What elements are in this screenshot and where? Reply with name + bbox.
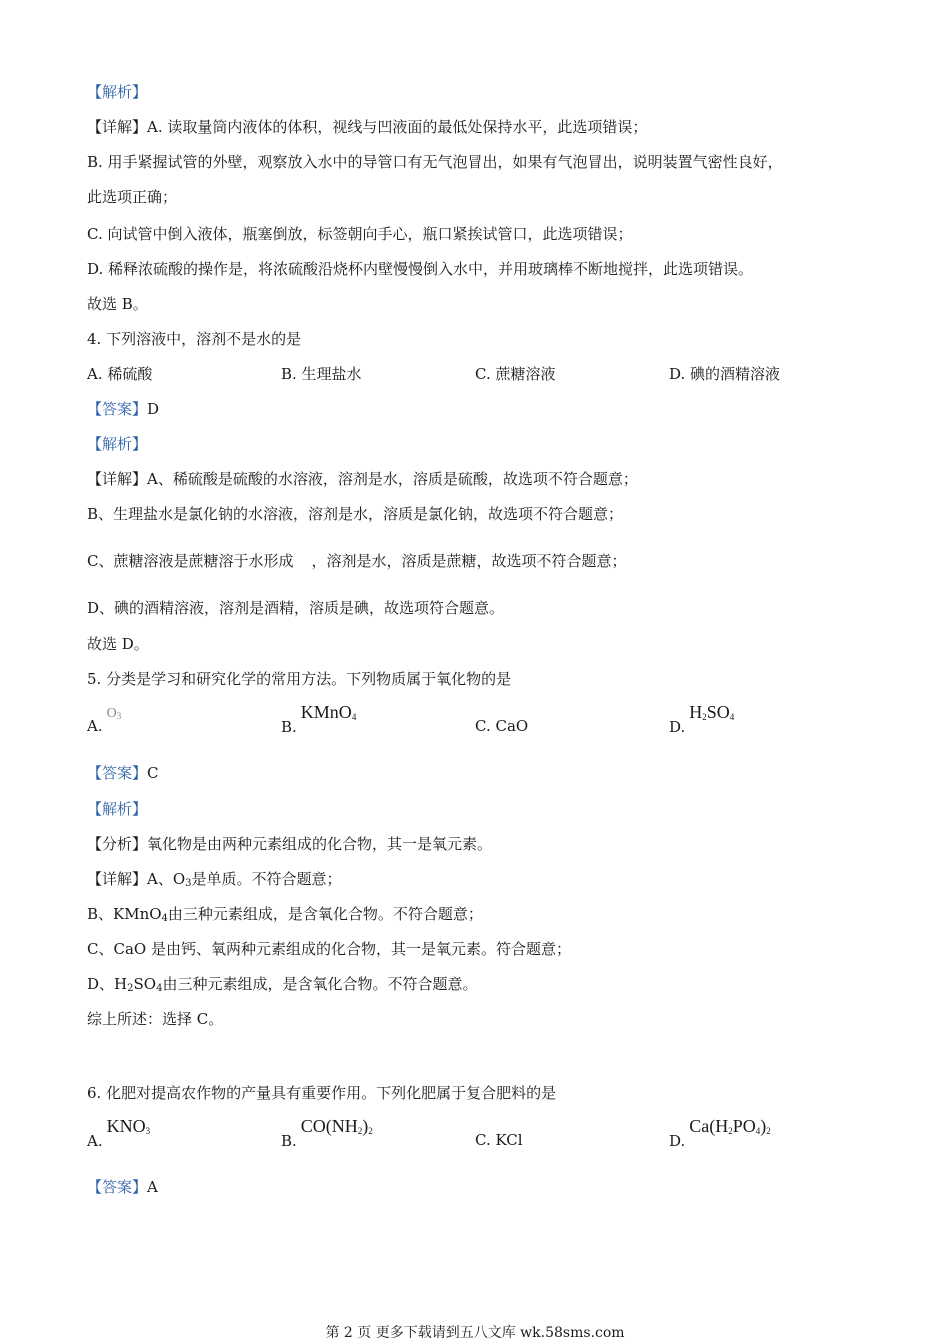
q4-analysis-heading: 【解析】 [87, 435, 148, 453]
q5-option-d [669, 702, 735, 741]
question-4: 4. 下列溶液中，溶剂不是水的是 [87, 330, 302, 348]
q4-answer [87, 399, 159, 419]
detail-line-b-cont: 此选项正确； [87, 188, 178, 206]
q5-detail-c: C、CaO 是由钙、氧两种元素组成的化合物，其一是氧元素。符合题意； [87, 940, 571, 958]
conclusion: 故选 B。 [87, 295, 148, 313]
option-letter: D. [669, 1132, 686, 1150]
analysis-heading: 【解析】 [87, 83, 148, 101]
detail-line-d: D. 稀释浓硫酸的操作是，将浓硫酸沿烧杯内壁慢慢倒入水中，并用玻璃棒不断地搅拌，此选项错误。 [87, 260, 754, 278]
answer-value: C [147, 764, 159, 782]
detail-label: 【详解】 [87, 870, 148, 888]
q4-detail-d: D、碘的酒精溶液，溶剂是酒精，溶质是碘，故选项符合题意。 [87, 599, 505, 617]
q6-option-a [87, 1116, 151, 1155]
question-5: 5. 分类是学习和研究化学的常用方法。下列物质属于氧化物的是 [87, 670, 512, 688]
detail-text-part2: ，溶剂是水，溶质是蔗糖，故选项不符合题意； [311, 552, 627, 570]
option-letter: A. [87, 1132, 103, 1150]
q4-option-c: C. 蔗糖溶液 [475, 365, 556, 383]
formula-urea: $CO(NH_2)_2$ [300, 1116, 373, 1136]
option-letter: A. [87, 717, 103, 735]
detail-text: A. 读取量筒内液体的体积，视线与凹液面的最低处保持水平，此选项错误； [147, 118, 648, 136]
q4-option-d: D. 碘的酒精溶液 [669, 365, 781, 383]
detail-line-b: B. 用手紧握试管的外壁，观察放入水中的导管口有无气泡冒出，如果有气泡冒出，说明装置气密性良好， [87, 153, 783, 171]
detail-label: 【详解】 [87, 470, 148, 488]
detail-paragraph [87, 117, 647, 137]
formula-kno3: $KNO_3$ [106, 1116, 151, 1136]
q6-option-d [669, 1116, 771, 1155]
detail-text: A、稀硫酸是硫酸的水溶液，溶剂是水，溶质是硫酸，故选项不符合题意； [147, 470, 638, 488]
formula-calcium-phosphate: $Ca(H_2PO_4)_2$ [689, 1116, 771, 1136]
option-letter: D. [669, 718, 686, 736]
q4-detail-b: B、生理盐水是氯化钠的水溶液，溶剂是水，溶质是氯化钠，故选项不符合题意； [87, 505, 624, 523]
q4-option-b: B. 生理盐水 [281, 365, 362, 383]
fenxi-label: 【分析】 [87, 835, 148, 853]
detail-line-c: C. 向试管中倒入液体，瓶塞倒放，标签朝向手心，瓶口紧挨试管口，此选项错误； [87, 225, 633, 243]
q6-option-b [281, 1116, 373, 1155]
q4-detail-c [87, 551, 627, 571]
formula-kmno4: KMnO$_4$ [300, 702, 357, 722]
q5-fenxi [87, 834, 492, 854]
answer-value: A [147, 1178, 158, 1196]
q6-option-c: C. KCl [475, 1131, 523, 1149]
page-footer: 第 2 页 更多下载请到五八文库 wk.58sms.com [325, 1325, 625, 1341]
option-letter: B. [281, 718, 297, 736]
q5-analysis-heading: 【解析】 [87, 800, 148, 818]
q5-detail-d: D、$H_2SO_4$由三种元素组成，是含氧化合物。不符合题意。 [87, 975, 478, 994]
fenxi-text: 氧化物是由两种元素组成的化合物，其一是氧元素。 [147, 835, 493, 853]
q5-option-c: C. CaO [475, 717, 529, 735]
answer-value: D [147, 400, 160, 418]
detail-text-part1: C、蔗糖溶液是蔗糖溶于水形成 [87, 552, 294, 570]
option-letter: B. [281, 1132, 297, 1150]
formula-o3: $O_3$ [106, 706, 122, 721]
question-6: 6. 化肥对提高农作物的产量具有重要作用。下列化肥属于复合肥料的是 [87, 1084, 557, 1102]
q5-option-b [281, 702, 357, 741]
q5-detail-a: 【详解】A、$O_3$是单质。不符合题意； [87, 870, 342, 889]
formula-h2so4: $H_2SO_4$ [689, 702, 735, 722]
detail-label: 【详解】 [87, 118, 148, 136]
answer-label: 【答案】 [87, 400, 148, 418]
q5-option-a [87, 706, 122, 740]
q5-detail-b: B、KMnO$_4$由三种元素组成，是含氧化合物。不符合题意； [87, 905, 483, 924]
q4-detail-a [87, 469, 638, 489]
q5-conclusion: 综上所述：选择 C。 [87, 1010, 224, 1028]
q4-option-a: A. 稀硫酸 [87, 365, 153, 383]
answer-label: 【答案】 [87, 764, 148, 782]
q6-answer [87, 1177, 158, 1197]
q5-answer [87, 763, 159, 783]
answer-label: 【答案】 [87, 1178, 148, 1196]
q4-conclusion: 故选 D。 [87, 635, 149, 653]
